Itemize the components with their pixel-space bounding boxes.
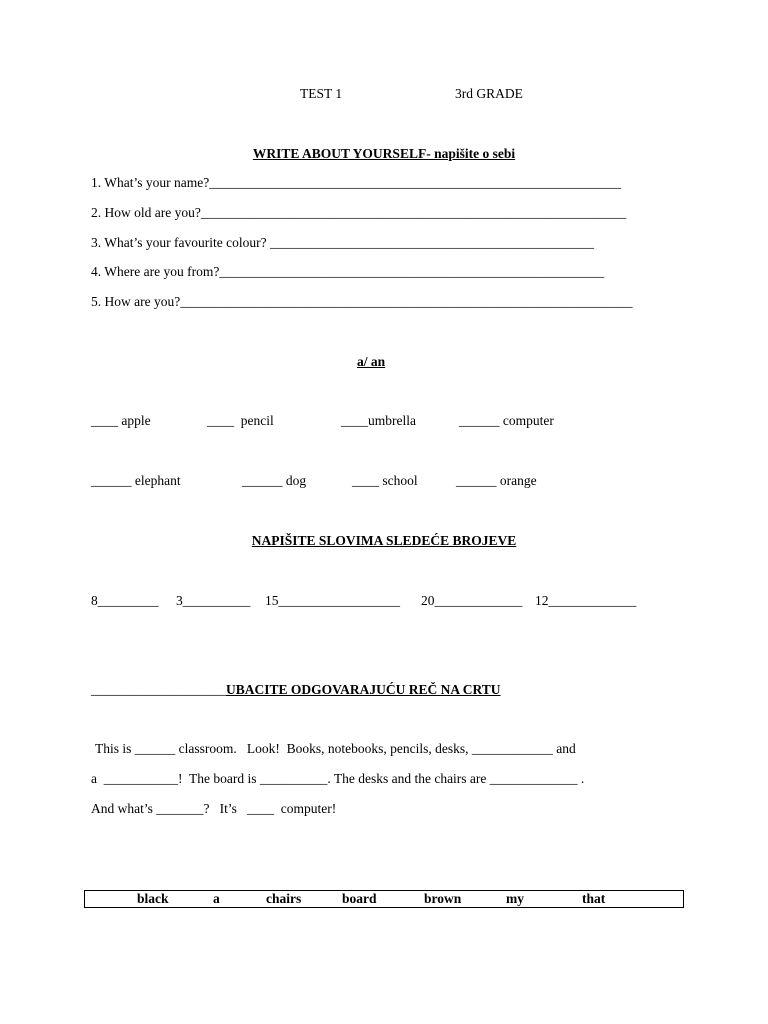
- article-item-dog: ______ dog: [242, 473, 307, 488]
- word-bank-item: brown: [424, 891, 462, 906]
- question-5: 5. How are you?___________________________________________________________________: [91, 294, 633, 309]
- heading-lead-line: ____________________: [91, 682, 226, 697]
- section-heading-numbers: NAPIŠITE SLOVIMA SLEDEĆE BROJEVE: [251, 533, 517, 548]
- article-item-elephant: ______ elephant: [91, 473, 181, 488]
- grade-label: 3rd GRADE: [455, 86, 523, 101]
- question-4: 4. Where are you from?_________________________________________________________: [91, 264, 605, 279]
- number-item-15: 15__________________: [265, 593, 400, 608]
- heading-fill-in-text: UBACITE ODGOVARAJUĆU REČ NA CRTU: [226, 682, 501, 697]
- number-item-20: 20_____________: [421, 593, 523, 608]
- question-2: 2. How old are you?_______________________________________________________________: [91, 205, 627, 220]
- article-item-pencil: ____ pencil: [207, 413, 274, 428]
- word-bank-item: board: [342, 891, 377, 906]
- word-bank-item: black: [137, 891, 169, 906]
- word-bank-box: [84, 890, 684, 908]
- fill-line-3: And what’s _______? It’s ____ computer!: [91, 801, 337, 816]
- fill-line-2: a ___________! The board is __________. The desks and the chairs are _____________ .: [91, 771, 585, 786]
- number-item-12: 12_____________: [535, 593, 637, 608]
- question-1: 1. What’s your name?_____________________________________________________________: [91, 175, 621, 190]
- question-3: 3. What’s your favourite colour? ________________________________________________: [91, 235, 594, 250]
- article-item-umbrella: ____umbrella: [341, 413, 416, 428]
- article-item-orange: ______ orange: [456, 473, 537, 488]
- article-item-computer: ______ computer: [459, 413, 554, 428]
- section-heading-fill-in: [91, 682, 501, 698]
- word-bank-item: my: [506, 891, 524, 906]
- word-bank-item: that: [582, 891, 606, 906]
- section-heading-a-an: a/ an: [357, 354, 386, 369]
- number-item-8: 8_________: [91, 593, 159, 608]
- article-item-school: ____ school: [352, 473, 418, 488]
- word-bank-item: chairs: [266, 891, 302, 906]
- section-heading-about-yourself: WRITE ABOUT YOURSELF- napišite o sebi: [252, 146, 516, 161]
- test-title: TEST 1: [300, 86, 343, 101]
- fill-line-1: This is ______ classroom. Look! Books, notebooks, pencils, desks, ____________ and: [95, 741, 576, 756]
- article-item-apple: ____ apple: [91, 413, 151, 428]
- word-bank-item: a: [213, 891, 220, 906]
- number-item-3: 3__________: [176, 593, 251, 608]
